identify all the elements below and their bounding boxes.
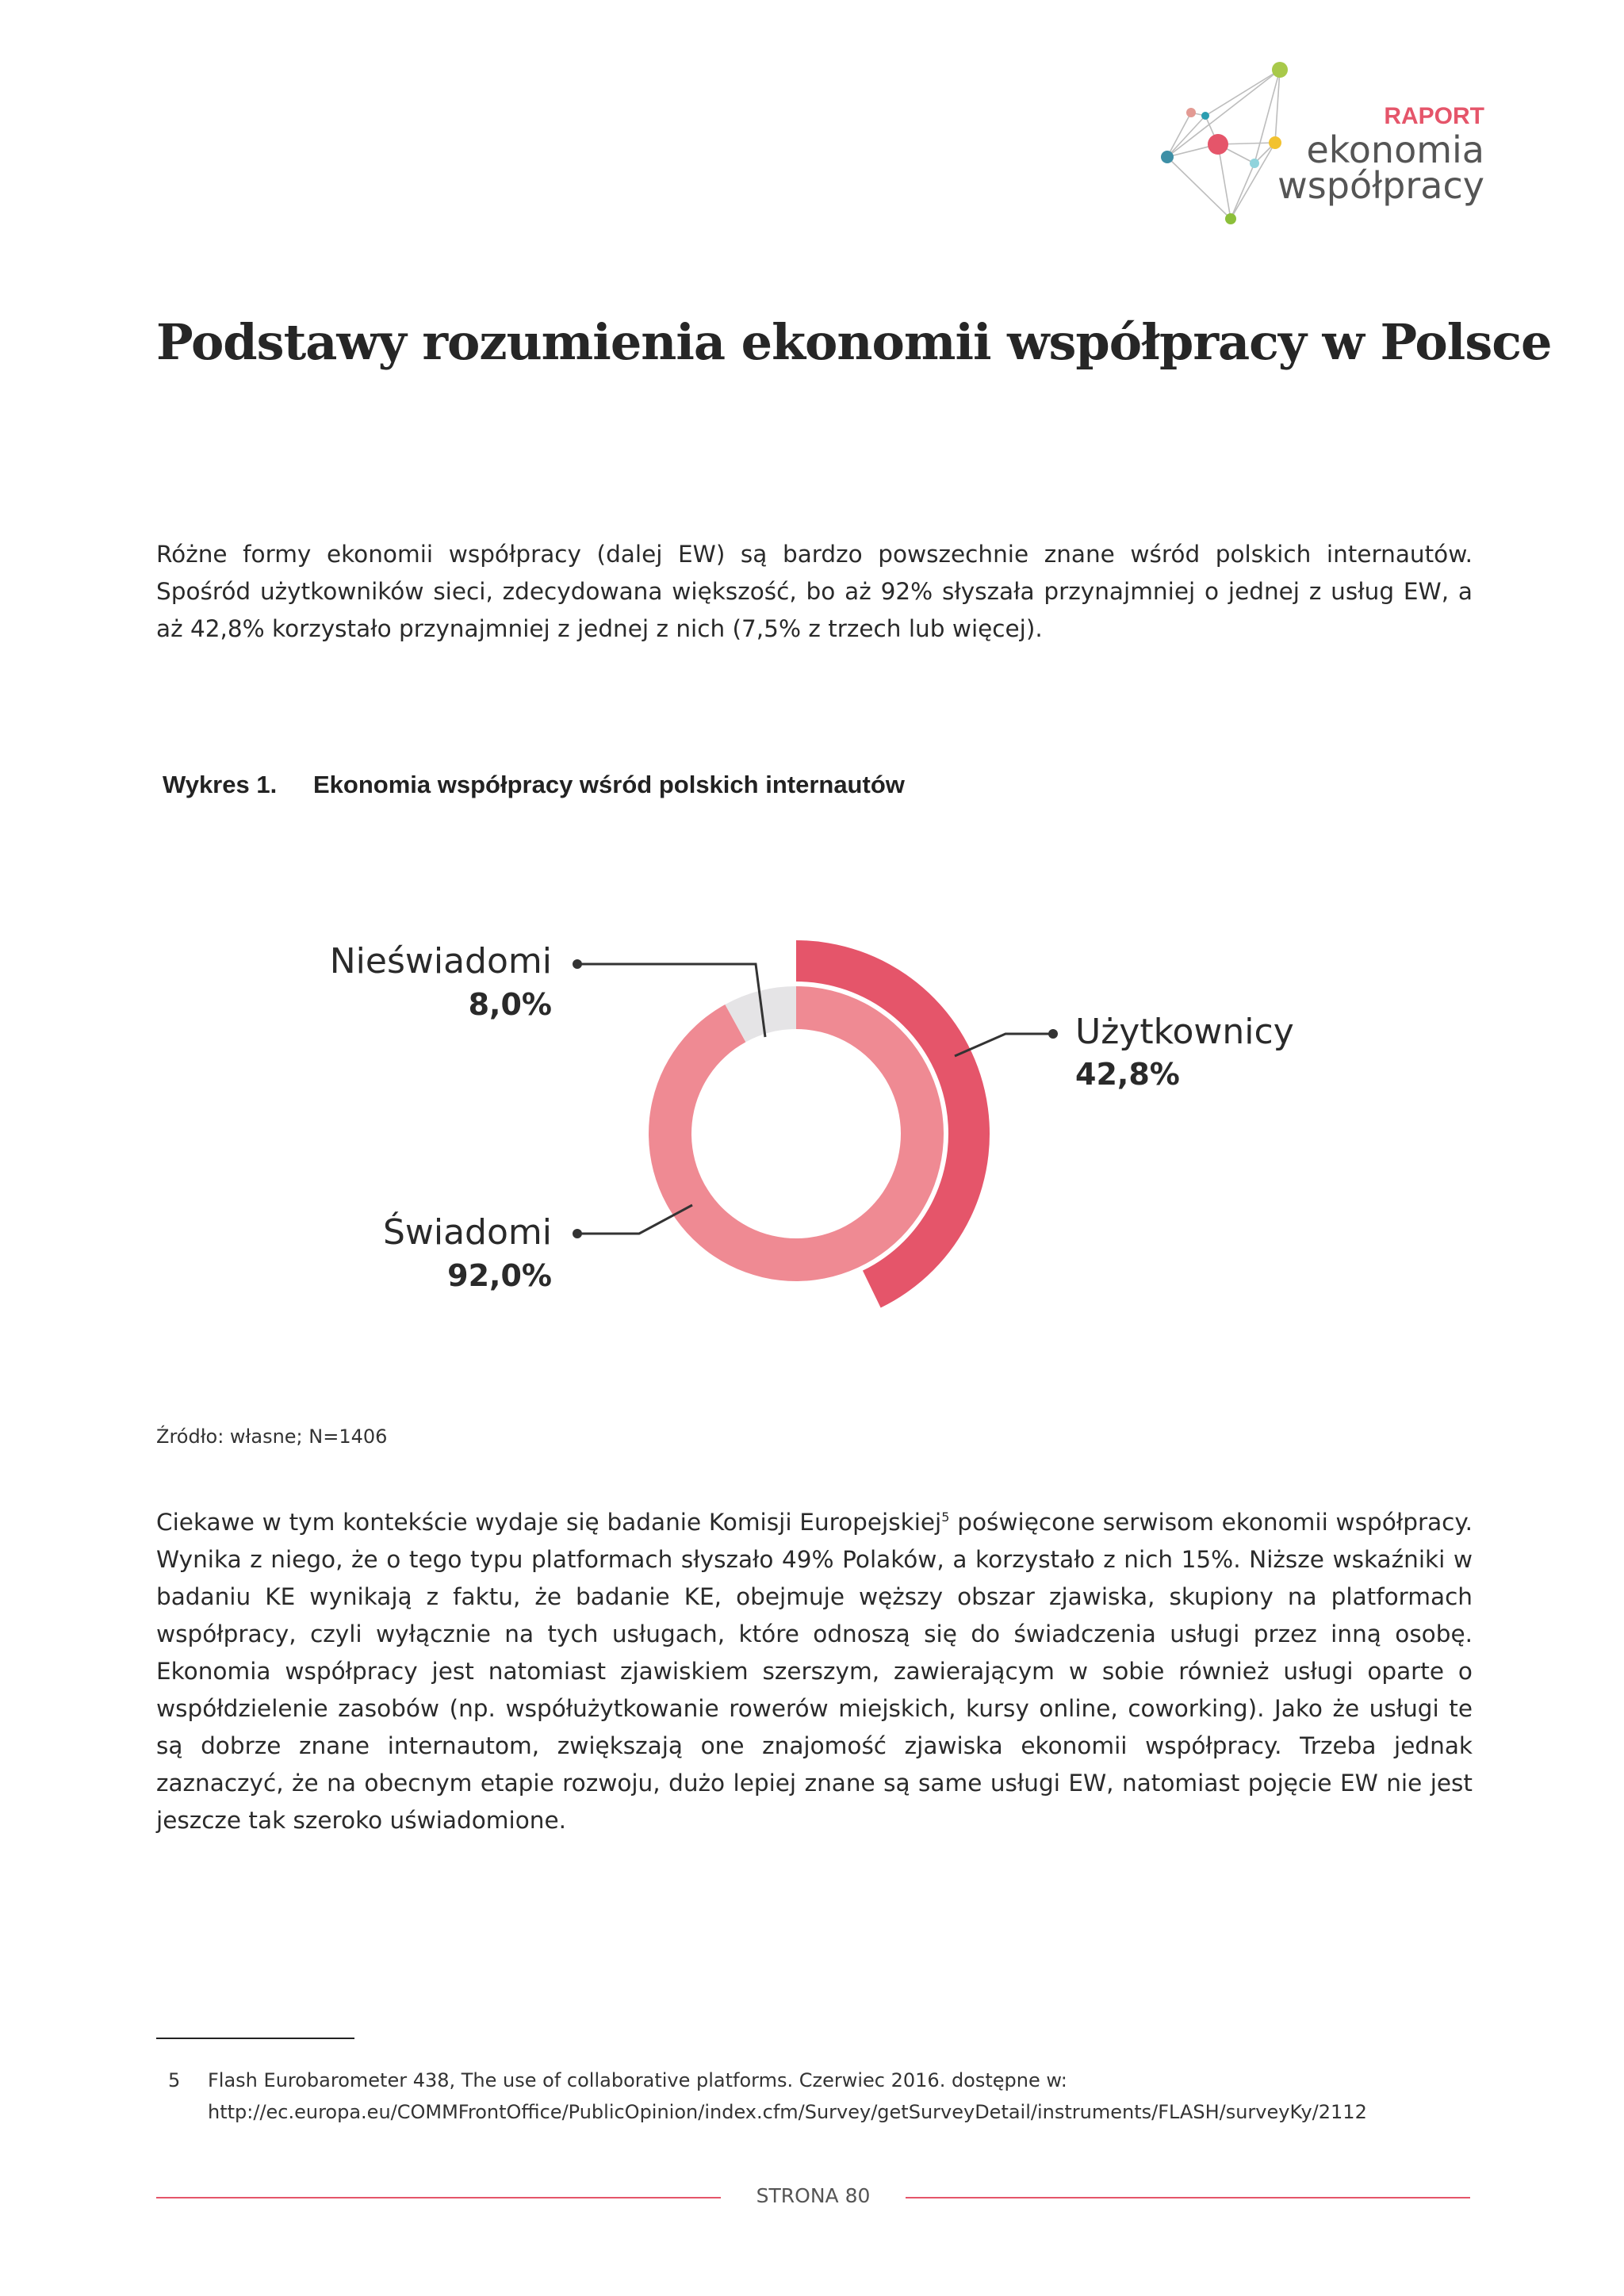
page-number: STRONA 80	[756, 2184, 871, 2207]
figure-caption	[163, 771, 905, 799]
inner-ring	[649, 986, 944, 1281]
footnote-ref: 5	[941, 1510, 950, 1525]
value-uzytkownicy: 42,8%	[1075, 1057, 1180, 1092]
label-uzytkownicy: Użytkownicy	[1075, 1012, 1294, 1052]
intro-paragraph: Różne formy ekonomii współpracy (dalej EW) są bardzo powszechnie znane wśród polskich internautów. Spośród użytkowników sieci, zdecydowana większość, bo aż 92% słyszała przynajmniej o jednej z usług EW, a aż 42,8% korzystało przynajmniej z jednej z nich (7,5% z trzech lub więcej).	[156, 541, 1473, 642]
label-nieswiadomi: Nieświadomi	[329, 941, 552, 982]
footnote-rule	[156, 2038, 354, 2039]
footnote-text: Flash Eurobarometer 438, The use of collaborative platforms. Czerwiec 2016. dostępne w: http://ec.europa.eu/COMMFrontOffice/PublicOpinion/index.cfm/Survey/getSurveyDetail/instruments/FLASH/surveyKy/2112	[208, 2069, 1367, 2123]
leader-dot-nieswiadomi	[573, 959, 582, 969]
label-swiadomi: Świadomi	[382, 1212, 552, 1253]
slice-swiadomi	[649, 986, 944, 1281]
footer-rule-right	[906, 2197, 1470, 2198]
page-title: Podstawy rozumienia ekonomii współpracy w Polsce	[156, 313, 1552, 371]
value-swiadomi: 92,0%	[447, 1258, 552, 1293]
chart-source: Źródło: własne; N=1406	[156, 1425, 388, 1448]
figure-number: Wykres 1.	[163, 771, 278, 798]
report-logo	[1126, 55, 1491, 238]
leader-dot-swiadomi	[573, 1229, 582, 1238]
footer-rule-left	[156, 2197, 721, 2198]
donut-chart	[0, 872, 1624, 1332]
logo-raport: RAPORT	[1384, 103, 1484, 129]
figure-title: Ekonomia współpracy wśród polskich internautów	[313, 771, 905, 798]
body-paragraph	[156, 1498, 1473, 1839]
logo-line-2: współpracy	[1277, 164, 1484, 207]
leader-dot-uzytkownicy	[1048, 1029, 1058, 1039]
body-text-rest: poświęcone serwisom ekonomii współpracy. Wynika z niego, że o tego typu platformach słyszało 49% Polaków, a korzystało z nich 15%. Niższe wskaźniki w badaniu KE wynikają z faktu, że badanie KE, obejmuje węższy obszar zjawiska, skupiony na platformach współpracy, czyli wyłącznie na tych usługach, które odnoszą się do świadczenia usługi przez inną osobę. Ekonomia współpracy jest natomiast zjawiskiem szerszym, zawierającym w sobie również usługi oparte o współdzielenie zasobów (np. współużytkowanie rowerów miejskich, kursy online, coworking). Jako że usługi te są dobrze znane internautom, zwiększają one znajomość zjawiska ekonomii współpracy. Trzeba jednak zaznaczyć, że na obecnym etapie rozwoju, dużo lepiej znane są same usługi EW, natomiast pojęcie EW nie jest jeszcze tak szeroko uświadomione.	[156, 1508, 1473, 1834]
logo-line-1: ekonomia	[1306, 128, 1484, 171]
value-nieswiadomi: 8,0%	[468, 987, 552, 1022]
footnote-number: 5	[168, 2069, 181, 2091]
body-text-start: Ciekawe w tym kontekście wydaje się badanie Komisji Europejskiej	[156, 1508, 942, 1536]
